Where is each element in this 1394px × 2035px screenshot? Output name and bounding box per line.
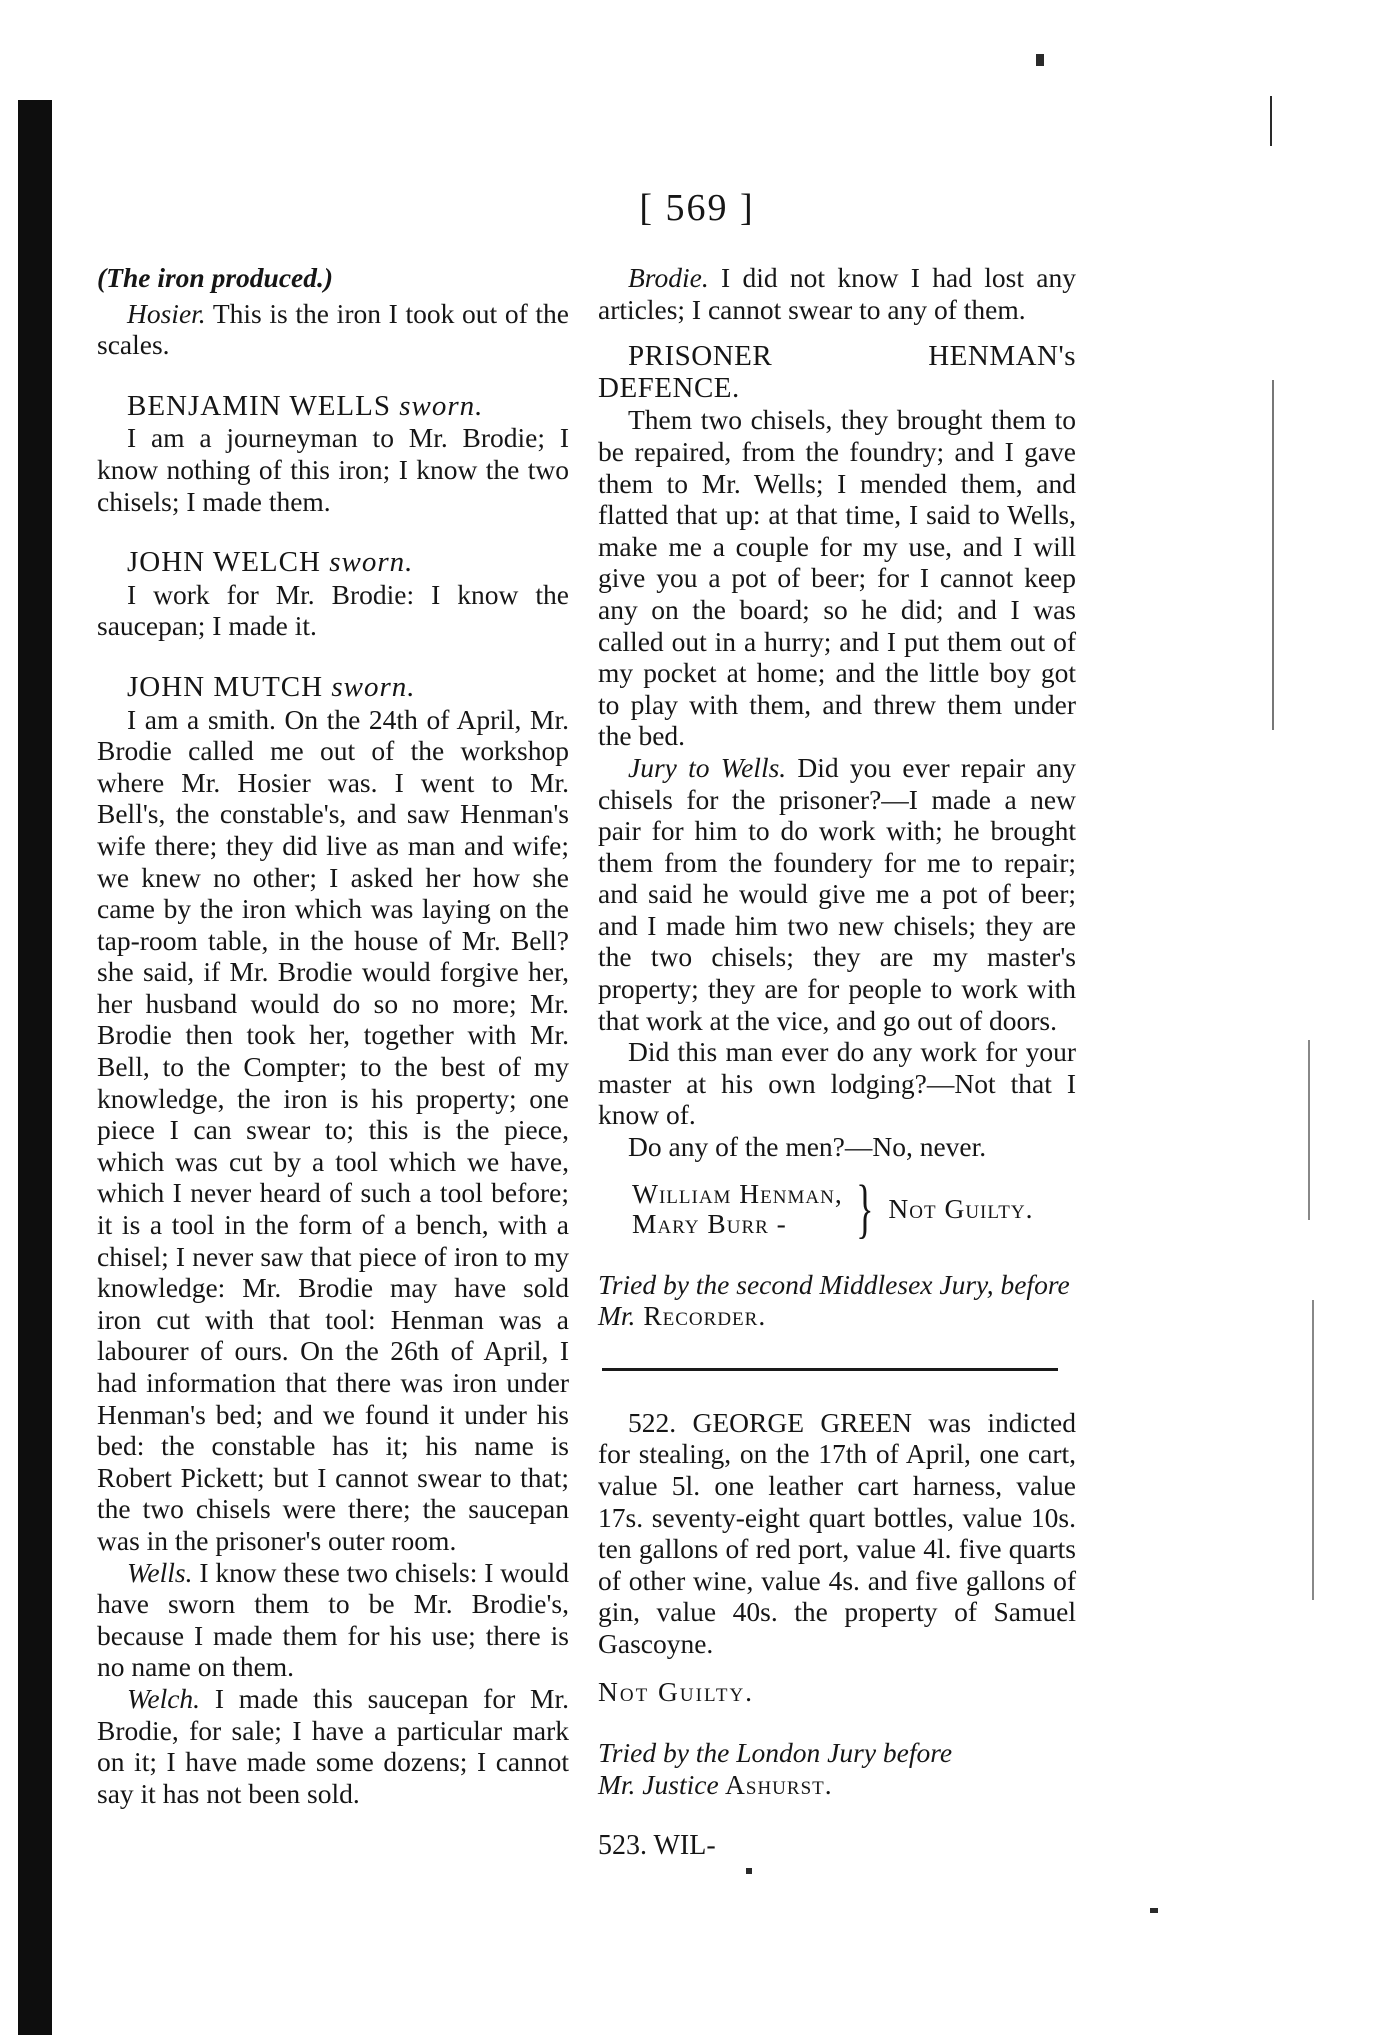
judge-name: Recorder. (635, 1300, 767, 1332)
jury-note-middlesex (598, 1269, 1076, 1332)
right-column (598, 262, 1076, 1862)
witness-name: JOHN MUTCH (127, 670, 324, 703)
verdict-not-guilty: Not Guilty. (598, 1675, 755, 1707)
speaker-brodie: Brodie. (628, 262, 709, 293)
witness-heading-john-welch (97, 547, 569, 579)
case-522-indictment (598, 1407, 1076, 1660)
speaker-jury: Jury to Wells. (628, 751, 787, 783)
judge-title: Mr. (598, 1300, 636, 1332)
witness-name: JOHN WELCH (127, 546, 321, 579)
witness-heading-john-mutch (97, 672, 569, 704)
catchword: 523. WIL- (598, 1830, 716, 1862)
witness-heading-benjamin-wells (97, 391, 569, 423)
john-welch-testimony: I work for Mr. Brodie: I know the saucepan; I made it. (97, 578, 569, 642)
defendant-name: GEORGE GREEN (692, 1406, 912, 1438)
wells-text: I know these two chisels: I would have sworn them to be Mr. Brodie's, because I made them for his use; there is no name on them. (97, 1556, 569, 1683)
speaker-hosier: Hosier. (127, 297, 206, 329)
sworn-label: sworn. (320, 546, 414, 579)
question-other-men: Do any of the men?—No, never. (628, 1131, 987, 1163)
wells-testimony (97, 1557, 569, 1683)
sworn-label: sworn. (390, 389, 484, 422)
speaker-welch: Welch. (127, 1682, 201, 1714)
left-column (97, 262, 569, 1809)
jury-question (598, 752, 1076, 1036)
judge-name: Ashurst. (718, 1768, 833, 1800)
defence-heading: PRISONER HENMAN's DEFENCE. (598, 340, 1076, 404)
page-number-header: [ 569 ] (639, 187, 755, 229)
case-number: 522. (628, 1406, 693, 1438)
hosier-testimony (97, 298, 569, 361)
welch-text: I made this saucepan for Mr. Brodie, for sale; I have a particular mark on it; I have made some dozens; I cannot say it has not been sold. (97, 1682, 569, 1809)
section-divider (602, 1368, 1058, 1371)
hosier-text: This is the iron I took out of the scales. (97, 297, 569, 361)
verdict-block (632, 1171, 1076, 1245)
brodie-testimony (598, 262, 1076, 325)
speaker-wells: Wells. (127, 1556, 193, 1588)
brodie-text: I did not know I had lost any articles; I cannot swear to any of them. (598, 262, 1076, 325)
sworn-label: sworn. (323, 670, 416, 703)
jury-note-text: Tried by the London Jury before (598, 1737, 953, 1769)
defendant-name: Mary Burr - (632, 1207, 787, 1239)
defendant-names (632, 1179, 843, 1239)
indictment-text: was indicted for stealing, on the 17th of April, one cart, value 5l. one leather cart harness, value 17s. seventy-eight quart bottles, value 10s. ten gallons of red port, value 4l. five quarts of other wine, value 4s. and five gallons of gin, value 40s. the property of Samuel Gascoyne. (598, 1406, 1076, 1659)
defendant-name: William Henman, (632, 1177, 843, 1209)
jury-note-text: Tried by the second Middlesex Jury, before (598, 1268, 1070, 1300)
john-mutch-testimony: I am a smith. On the 24th of April, Mr. Brodie called me out of the workshop where Mr. Hosier was. I went to Mr. Bell's, the constable's, and saw Henman's wife there; they did live as man and wife; we knew no other; I asked her how she came by the iron which was laying on the tap-room table, in the house of Mr. Bell? she said, if Mr. Brodie would forgive her, her husband would do so no more; Mr. Brodie then took her, together with Mr. Bell, to the Compter; to the best of my knowledge, the iron is his property; one piece I can swear to; this is the piece, which was cut by a tool which we have, which I never heard of such a tool before; it is a tool in the form of a bench, with a chisel; I never saw that piece of iron to my knowledge: Mr. Brodie may have sold iron cut with that tool: Henman was a labourer of ours. On the 26th of April, I had information that there was iron under Henman's bed; and we found it under his bed: the constable has it; his name is Robert Pickett; but I cannot swear to that; the two chisels were there; the saucepan was in the prisoner's outer room. (97, 703, 569, 1556)
welch-testimony (97, 1683, 569, 1809)
question-master-lodging: Did this man ever do any work for your master at his own lodging?—Not that I know of. (598, 1036, 1076, 1131)
book-spine-shadow (18, 100, 52, 2035)
witness-name: BENJAMIN WELLS (127, 389, 391, 422)
iron-produced-note: (The iron produced.) (97, 262, 334, 293)
brace-glyph: } (855, 1171, 874, 1245)
benjamin-wells-testimony: I am a journeyman to Mr. Brodie; I know nothing of this iron; I know the two chisels; I made them. (97, 422, 569, 517)
defence-statement: Them two chisels, they brought them to be repaired, from the foundry; and I gave them to Mr. Wells; I mended them, and flatted that up: at that time, I said to Wells, make me a couple for my use, and I will give you a pot of beer; for I cannot keep any on the board; so he did; and I was called out in a hurry; and I put them out of my pocket at home; and the little boy got to play with them, and threw them under the bed. (598, 404, 1076, 752)
verdict-not-guilty: Not Guilty. (888, 1192, 1034, 1224)
jury-text: Did you ever repair any chisels for the prisoner?—I made a new pair for him to do work with; he brought them from the foundery for me to repair; and said he would give me a pot of beer; and I made him two new chisels; they are the two chisels; they are my master's property; they are for people to work with that work at the vice, and go out of doors. (598, 751, 1076, 1036)
jury-note-london (598, 1737, 1076, 1800)
judge-title: Mr. Justice (598, 1768, 719, 1800)
